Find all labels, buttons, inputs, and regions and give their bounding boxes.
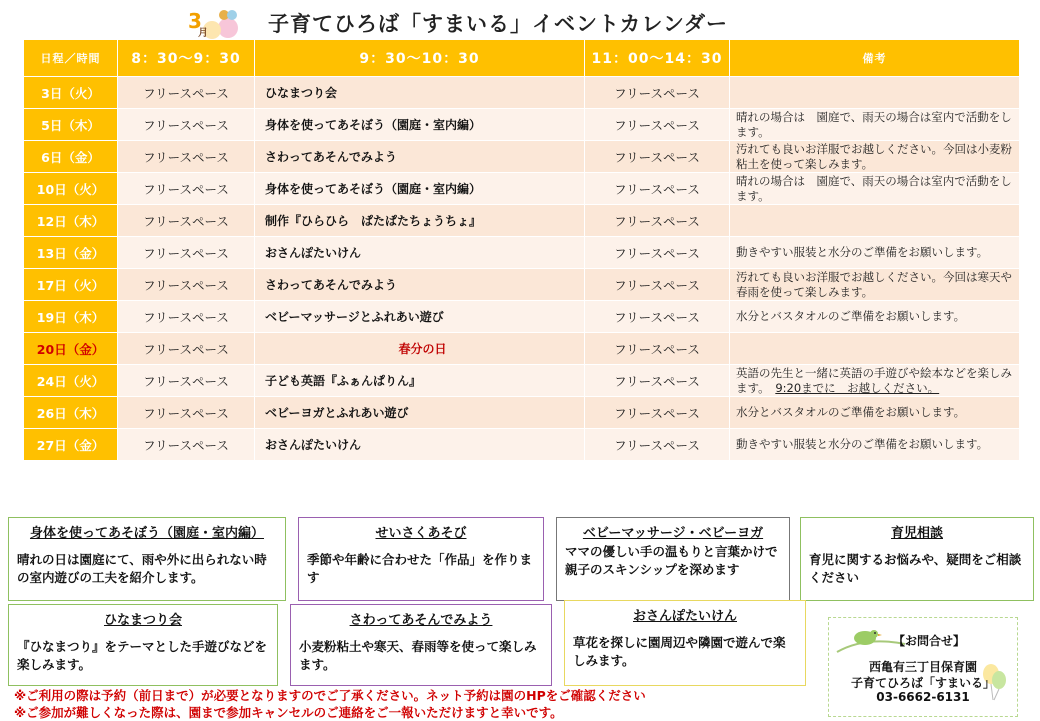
header-notes: 備考 xyxy=(730,40,1020,77)
row-note: 動きやすい服装と水分のご準備をお願いします。 xyxy=(730,429,1020,461)
row-slot-1: フリースペース xyxy=(118,205,255,237)
header-slot-1: 8：30～9：30 xyxy=(118,40,255,77)
info-box-body: 育児に関するお悩みや、疑問をご相談ください xyxy=(809,552,1022,585)
row-slot-3: フリースペース xyxy=(585,397,730,429)
table-row xyxy=(24,397,1020,429)
table-row xyxy=(24,109,1020,141)
row-slot-3: フリースペース xyxy=(585,269,730,301)
row-event: 子ども英語『ふぁんぱりん』 xyxy=(255,365,585,397)
row-note: 水分とバスタオルのご準備をお願いします。 xyxy=(730,301,1020,333)
row-note-underlined: 9:20までに お越しください。 xyxy=(775,380,940,395)
contact-org: 西亀有三丁目保育園 xyxy=(868,660,977,674)
table-row xyxy=(24,365,1020,397)
row-event: 身体を使ってあそぼう（園庭・室内編） xyxy=(255,109,585,141)
row-slot-1: フリースペース xyxy=(118,429,255,461)
info-box-body: 晴れの日は園庭にて、雨や外に出られない時の室内遊びの工夫を紹介します。 xyxy=(17,552,267,585)
info-box-title: おさんぽたいけん xyxy=(632,609,737,624)
info-box-body: 小麦粉粘土や寒天、春雨等を使って楽しみます。 xyxy=(299,639,537,672)
header-slot-2: 9：30～10：30 xyxy=(255,40,585,77)
row-event: 制作『ひらひら ぱたぱたちょうちょ』 xyxy=(255,205,585,237)
row-event: おさんぽたいけん xyxy=(255,429,585,461)
table-row xyxy=(24,141,1020,173)
info-box-crafts xyxy=(298,517,544,601)
table-row xyxy=(24,301,1020,333)
row-note xyxy=(730,333,1020,365)
row-event: おさんぽたいけん xyxy=(255,237,585,269)
info-box-body: 草花を探しに園周辺や隣園で遊んで楽しみます。 xyxy=(573,635,786,668)
row-slot-1: フリースペース xyxy=(118,109,255,141)
row-slot-3: フリースペース xyxy=(585,365,730,397)
row-event: 身体を使ってあそぼう（園庭・室内編） xyxy=(255,173,585,205)
row-event: ひなまつり会 xyxy=(255,77,585,109)
header-date-time: 日程／時間 xyxy=(24,40,118,77)
march-badge-icon xyxy=(186,6,242,40)
info-box-body-play xyxy=(8,517,286,601)
row-slot-3: フリースペース xyxy=(585,429,730,461)
table-row xyxy=(24,205,1020,237)
table-row xyxy=(24,77,1020,109)
contact-card xyxy=(828,617,1018,717)
header-slot-3: 11：00～14：30 xyxy=(585,40,730,77)
table-row xyxy=(24,333,1020,365)
info-box-title: 身体を使ってあそぼう（園庭・室内編） xyxy=(29,526,264,541)
info-box-title: 育児相談 xyxy=(890,526,943,541)
row-date: 3日（火） xyxy=(24,77,118,109)
row-event: ベビーマッサージとふれあい遊び xyxy=(255,301,585,333)
row-note: 晴れの場合は 園庭で、雨天の場合は室内で活動をします。 xyxy=(730,173,1020,205)
footer-note-reservation: ※ご利用の際は予約（前日まで）が必要となりますのでご了承ください。ネット予約は園のHPをご確認ください xyxy=(14,688,646,703)
row-event: ベビーヨガとふれあい遊び xyxy=(255,397,585,429)
row-slot-1: フリースペース xyxy=(118,365,255,397)
row-event-holiday: 春分の日 xyxy=(255,333,585,365)
info-box-baby-massage xyxy=(556,517,790,601)
contact-phone: 03-6662-6131 xyxy=(876,690,970,704)
info-box-title: せいさくあそび xyxy=(375,526,467,541)
row-slot-1: フリースペース xyxy=(118,77,255,109)
row-note: 晴れの場合は 園庭で、雨天の場合は室内で活動をします。 xyxy=(730,109,1020,141)
table-row xyxy=(24,173,1020,205)
info-box-body: 『ひなまつり』をテーマとした手遊びなどを楽しみます。 xyxy=(17,639,268,672)
row-slot-1: フリースペース xyxy=(118,237,255,269)
info-box-title: ベビーマッサージ・ベビーヨガ xyxy=(582,526,764,541)
row-slot-3: フリースペース xyxy=(585,301,730,333)
row-slot-1: フリースペース xyxy=(118,301,255,333)
info-box-title: さわってあそんでみよう xyxy=(349,613,493,628)
event-calendar-table xyxy=(23,39,1020,461)
info-box-body: 季節や年齢に合わせた「作品」を作ります xyxy=(307,552,533,585)
info-box-walk xyxy=(564,600,806,686)
row-slot-3: フリースペース xyxy=(585,77,730,109)
svg-text:月: 月 xyxy=(198,28,208,39)
row-note xyxy=(730,205,1020,237)
row-date: 19日（木） xyxy=(24,301,118,333)
contact-heading: 【お問合せ】 xyxy=(893,634,966,648)
row-note xyxy=(730,77,1020,109)
row-event: さわってあそんでみよう xyxy=(255,141,585,173)
row-slot-3: フリースペース xyxy=(585,205,730,237)
info-box-title: ひなまつり会 xyxy=(103,613,182,628)
info-box-body: ママの優しい手の温もりと言葉かけで親子のスキンシップを深めます xyxy=(565,544,778,577)
info-box-touch-play xyxy=(290,604,552,686)
table-row xyxy=(24,269,1020,301)
row-note: 汚れても良いお洋服でお越しください。今回は寒天や春雨を使って楽しみます。 xyxy=(730,269,1020,301)
row-slot-1: フリースペース xyxy=(118,269,255,301)
contact-name: 子育てひろば「すまいる」 xyxy=(850,676,995,690)
info-box-consultation xyxy=(800,517,1034,601)
row-slot-1: フリースペース xyxy=(118,397,255,429)
table-row xyxy=(24,237,1020,269)
row-date-holiday: 20日（金） xyxy=(24,333,118,365)
row-date: 5日（木） xyxy=(24,109,118,141)
row-slot-3: フリースペース xyxy=(585,141,730,173)
row-note-container xyxy=(730,365,1020,397)
row-slot-3: フリースペース xyxy=(585,109,730,141)
row-slot-1: フリースペース xyxy=(118,333,255,365)
row-date: 13日（金） xyxy=(24,237,118,269)
footer-note-cancel: ※ご参加が難しくなった際は、園まで参加キャンセルのご連絡をご一報いただけますと幸いです。 xyxy=(14,705,563,720)
row-date: 27日（金） xyxy=(24,429,118,461)
row-date: 6日（金） xyxy=(24,141,118,173)
row-note: 水分とバスタオルのご準備をお願いします。 xyxy=(730,397,1020,429)
row-slot-1: フリースペース xyxy=(118,173,255,205)
table-row xyxy=(24,429,1020,461)
table-header-row xyxy=(24,40,1020,77)
row-date: 12日（木） xyxy=(24,205,118,237)
row-date: 24日（火） xyxy=(24,365,118,397)
month-number: 3 xyxy=(188,9,202,33)
row-event: さわってあそんでみよう xyxy=(255,269,585,301)
row-date: 17日（火） xyxy=(24,269,118,301)
row-slot-3: フリースペース xyxy=(585,173,730,205)
info-box-hinamatsuri xyxy=(8,604,278,686)
row-note: 汚れても良いお洋服でお越しください。今回は小麦粉粘土を使って楽しみます。 xyxy=(730,141,1020,173)
row-note: 英語の先生と一緒に英語の手遊びや絵本などを楽しみます。 xyxy=(736,365,1012,395)
row-slot-1: フリースペース xyxy=(118,141,255,173)
row-date: 10日（火） xyxy=(24,173,118,205)
row-slot-3: フリースペース xyxy=(585,333,730,365)
page-title: 子育てひろば「すまいる」イベントカレンダー xyxy=(268,12,729,36)
row-date: 26日（木） xyxy=(24,397,118,429)
row-slot-3: フリースペース xyxy=(585,237,730,269)
row-note: 動きやすい服装と水分のご準備をお願いします。 xyxy=(730,237,1020,269)
